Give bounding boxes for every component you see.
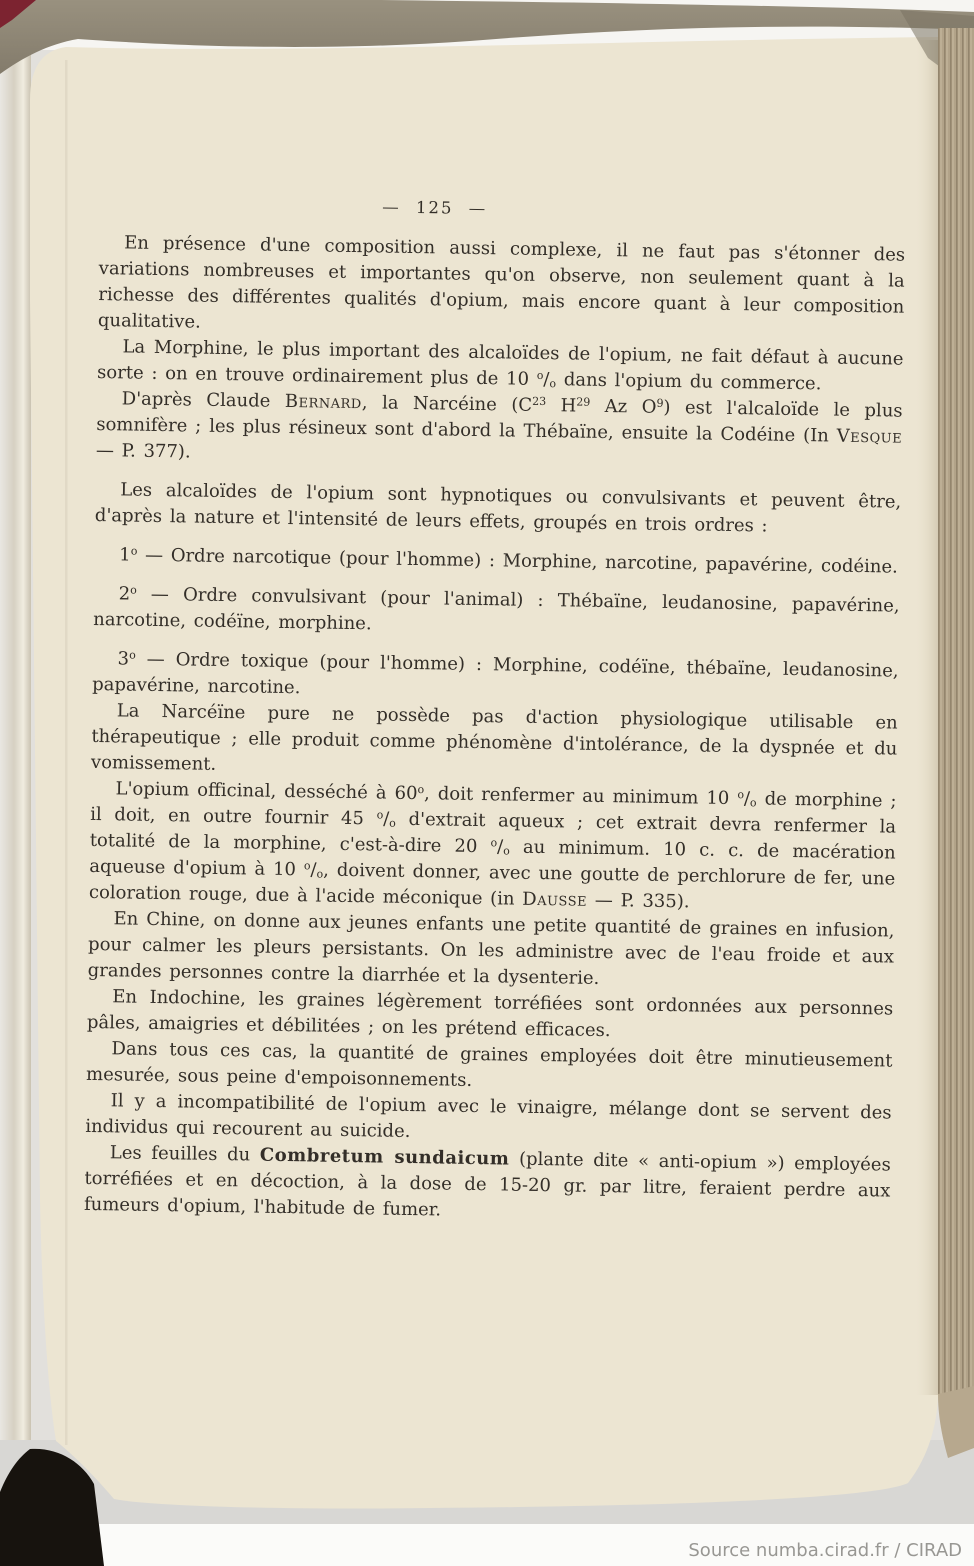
text-segment: Les feuilles du	[109, 1142, 261, 1166]
page-right-shadow	[914, 40, 938, 1395]
page-crease-line	[65, 60, 68, 1445]
text-segment: o	[130, 544, 138, 558]
source-watermark: Source numba.cirad.fr / CIRAD	[688, 1540, 962, 1561]
text-segment: o	[316, 867, 324, 881]
page-text	[84, 230, 905, 1231]
text-segment: Combretum sundaicum	[259, 1144, 510, 1170]
paragraph	[94, 542, 900, 581]
page-scan-text-block	[84, 190, 906, 1231]
text-segment: — Ordre narcotique (pour l'homme) : Morphine, narcotine, papavérine, codéine.	[137, 544, 898, 578]
text-segment: — Ordre convulsivant (pour l'animal) : Thébaïne, leudanosine, papavérine, narcotine, codéïne, morphine.	[93, 583, 900, 635]
text-segment: o	[490, 836, 498, 850]
text-segment: o	[376, 808, 384, 822]
text-segment: o	[417, 783, 425, 797]
text-segment: — P. 335).	[586, 889, 690, 913]
text-segment: /	[310, 859, 317, 881]
paragraph	[91, 698, 898, 789]
text-segment: o	[549, 377, 557, 391]
text-segment: 23	[532, 394, 547, 409]
paragraph	[88, 906, 895, 997]
text-segment: Vesque	[836, 425, 903, 448]
text-segment: o	[130, 583, 137, 597]
text-segment: Les alcaloïdes de l'opium sont hypnotiques ou convulsivants et peuvent être, d'après la nature et l'intensité de leurs effets, groupés en trois ordres :	[94, 479, 902, 537]
text-segment: Dausse	[522, 888, 588, 911]
paragraph	[98, 230, 906, 347]
text-segment: D'après Claude	[121, 388, 286, 412]
text-segment: 1	[119, 544, 131, 566]
text-segment: ) est l'alcaloïde le plus somnifère ; les plus résineux sont d'abord la Thébaïne, ensuite la Codéine (In	[96, 396, 903, 447]
paragraph	[96, 386, 903, 477]
text-segment: En Chine, on donne aux jeunes enfants une petite quantité de graines en infusion, pour calmer les pleurs persistants. On les administre avec de l'eau froide et aux grandes personnes contre la diarrhée et la dysenterie.	[87, 908, 895, 989]
text-segment: En présence d'une composition aussi complexe, il ne faut pas s'étonner des variations nombreuses et importantes qu'on observe, non seulement quant à la richesse des différentes qualités d'opium, mais encore quant à leur composition qualitative.	[97, 232, 906, 333]
text-segment: o	[503, 844, 510, 858]
text-segment: (plante dite « anti-opium ») employées torréfiées et en décoction, à la dose de 15-20 gr. par litre, feraient perdre aux fumeurs d'opium, l'habitude de fumer.	[83, 1148, 891, 1221]
text-segment: o	[389, 816, 396, 830]
text-segment: /	[743, 788, 751, 810]
text-segment: de morphine ; il doit, en outre fournir 45	[90, 788, 897, 830]
text-segment: au minimum. 10 c. c. de macération aqueuse d'opium à 10	[89, 836, 896, 881]
book-right-page-edges	[938, 28, 974, 1394]
text-segment: o	[129, 648, 136, 662]
text-segment: Bernard	[284, 390, 362, 414]
text-segment: d'extrait aqueux ; cet extrait devra renfermer la totalité de la morphine, c'est-à-dire 20	[89, 808, 897, 858]
text-segment: /	[496, 836, 504, 858]
text-segment: o	[303, 859, 311, 873]
text-segment: — P. 377).	[95, 439, 191, 463]
text-segment: o	[737, 788, 745, 802]
text-segment: Dans tous ces cas, la quantité de graines employées doit être minutieusement mesurée, sous peine d'empoisonnements.	[85, 1038, 893, 1091]
text-segment: 2	[118, 583, 131, 605]
text-segment: H	[545, 395, 577, 417]
text-segment: — Ordre toxique (pour l'homme) : Morphine, codéïne, thébaïne, leudanosine, papavérine, narcotine.	[92, 648, 899, 699]
text-segment: La Morphine, le plus important des alcaloïdes de l'opium, ne fait défaut à aucune sorte : on en trouve ordinairement plus de 10	[96, 336, 904, 390]
text-segment: 29	[576, 395, 591, 409]
paragraph	[89, 776, 897, 919]
text-segment: , doivent donner, avec une goutte de perchlorure de fer, une coloration rouge, due à l'acide méconique (in	[88, 859, 896, 910]
text-segment: 3	[117, 648, 130, 670]
paragraph	[93, 581, 900, 646]
text-segment: La Narcéïne pure ne possède pas d'action physiologique utilisable en thérapeutique ; elle produit comme phénomène d'intolérance, de la dyspnée et du vomissement.	[90, 700, 898, 775]
text-segment: Il y a incompatibilité de l'opium avec le vinaigre, mélange dont se servent des individus qui recourent au suicide.	[85, 1090, 892, 1142]
text-segment: L'opium officinal, desséché à 60	[115, 778, 418, 805]
text-segment: /	[383, 808, 390, 830]
left-page-roll-edge	[0, 42, 31, 1440]
paragraph	[95, 477, 902, 542]
paragraph	[84, 1140, 891, 1231]
text-segment: o	[536, 368, 544, 382]
page-number: — 125 —	[382, 197, 488, 219]
text-segment: o	[749, 796, 757, 810]
text-segment: , la Narcéine (C	[361, 392, 533, 416]
text-segment: En Indochine, les graines légèrement torréfiées sont ordonnées aux personnes pâles, amaigries et débilitées ; on les prétend efficaces.	[86, 986, 894, 1042]
text-segment: Az O	[590, 395, 657, 418]
text-segment: , doit renfermer au minimum 10	[423, 783, 738, 810]
text-segment: dans l'opium du commerce.	[555, 369, 822, 395]
text-segment: /	[543, 368, 550, 391]
text-segment: 9	[656, 396, 664, 410]
